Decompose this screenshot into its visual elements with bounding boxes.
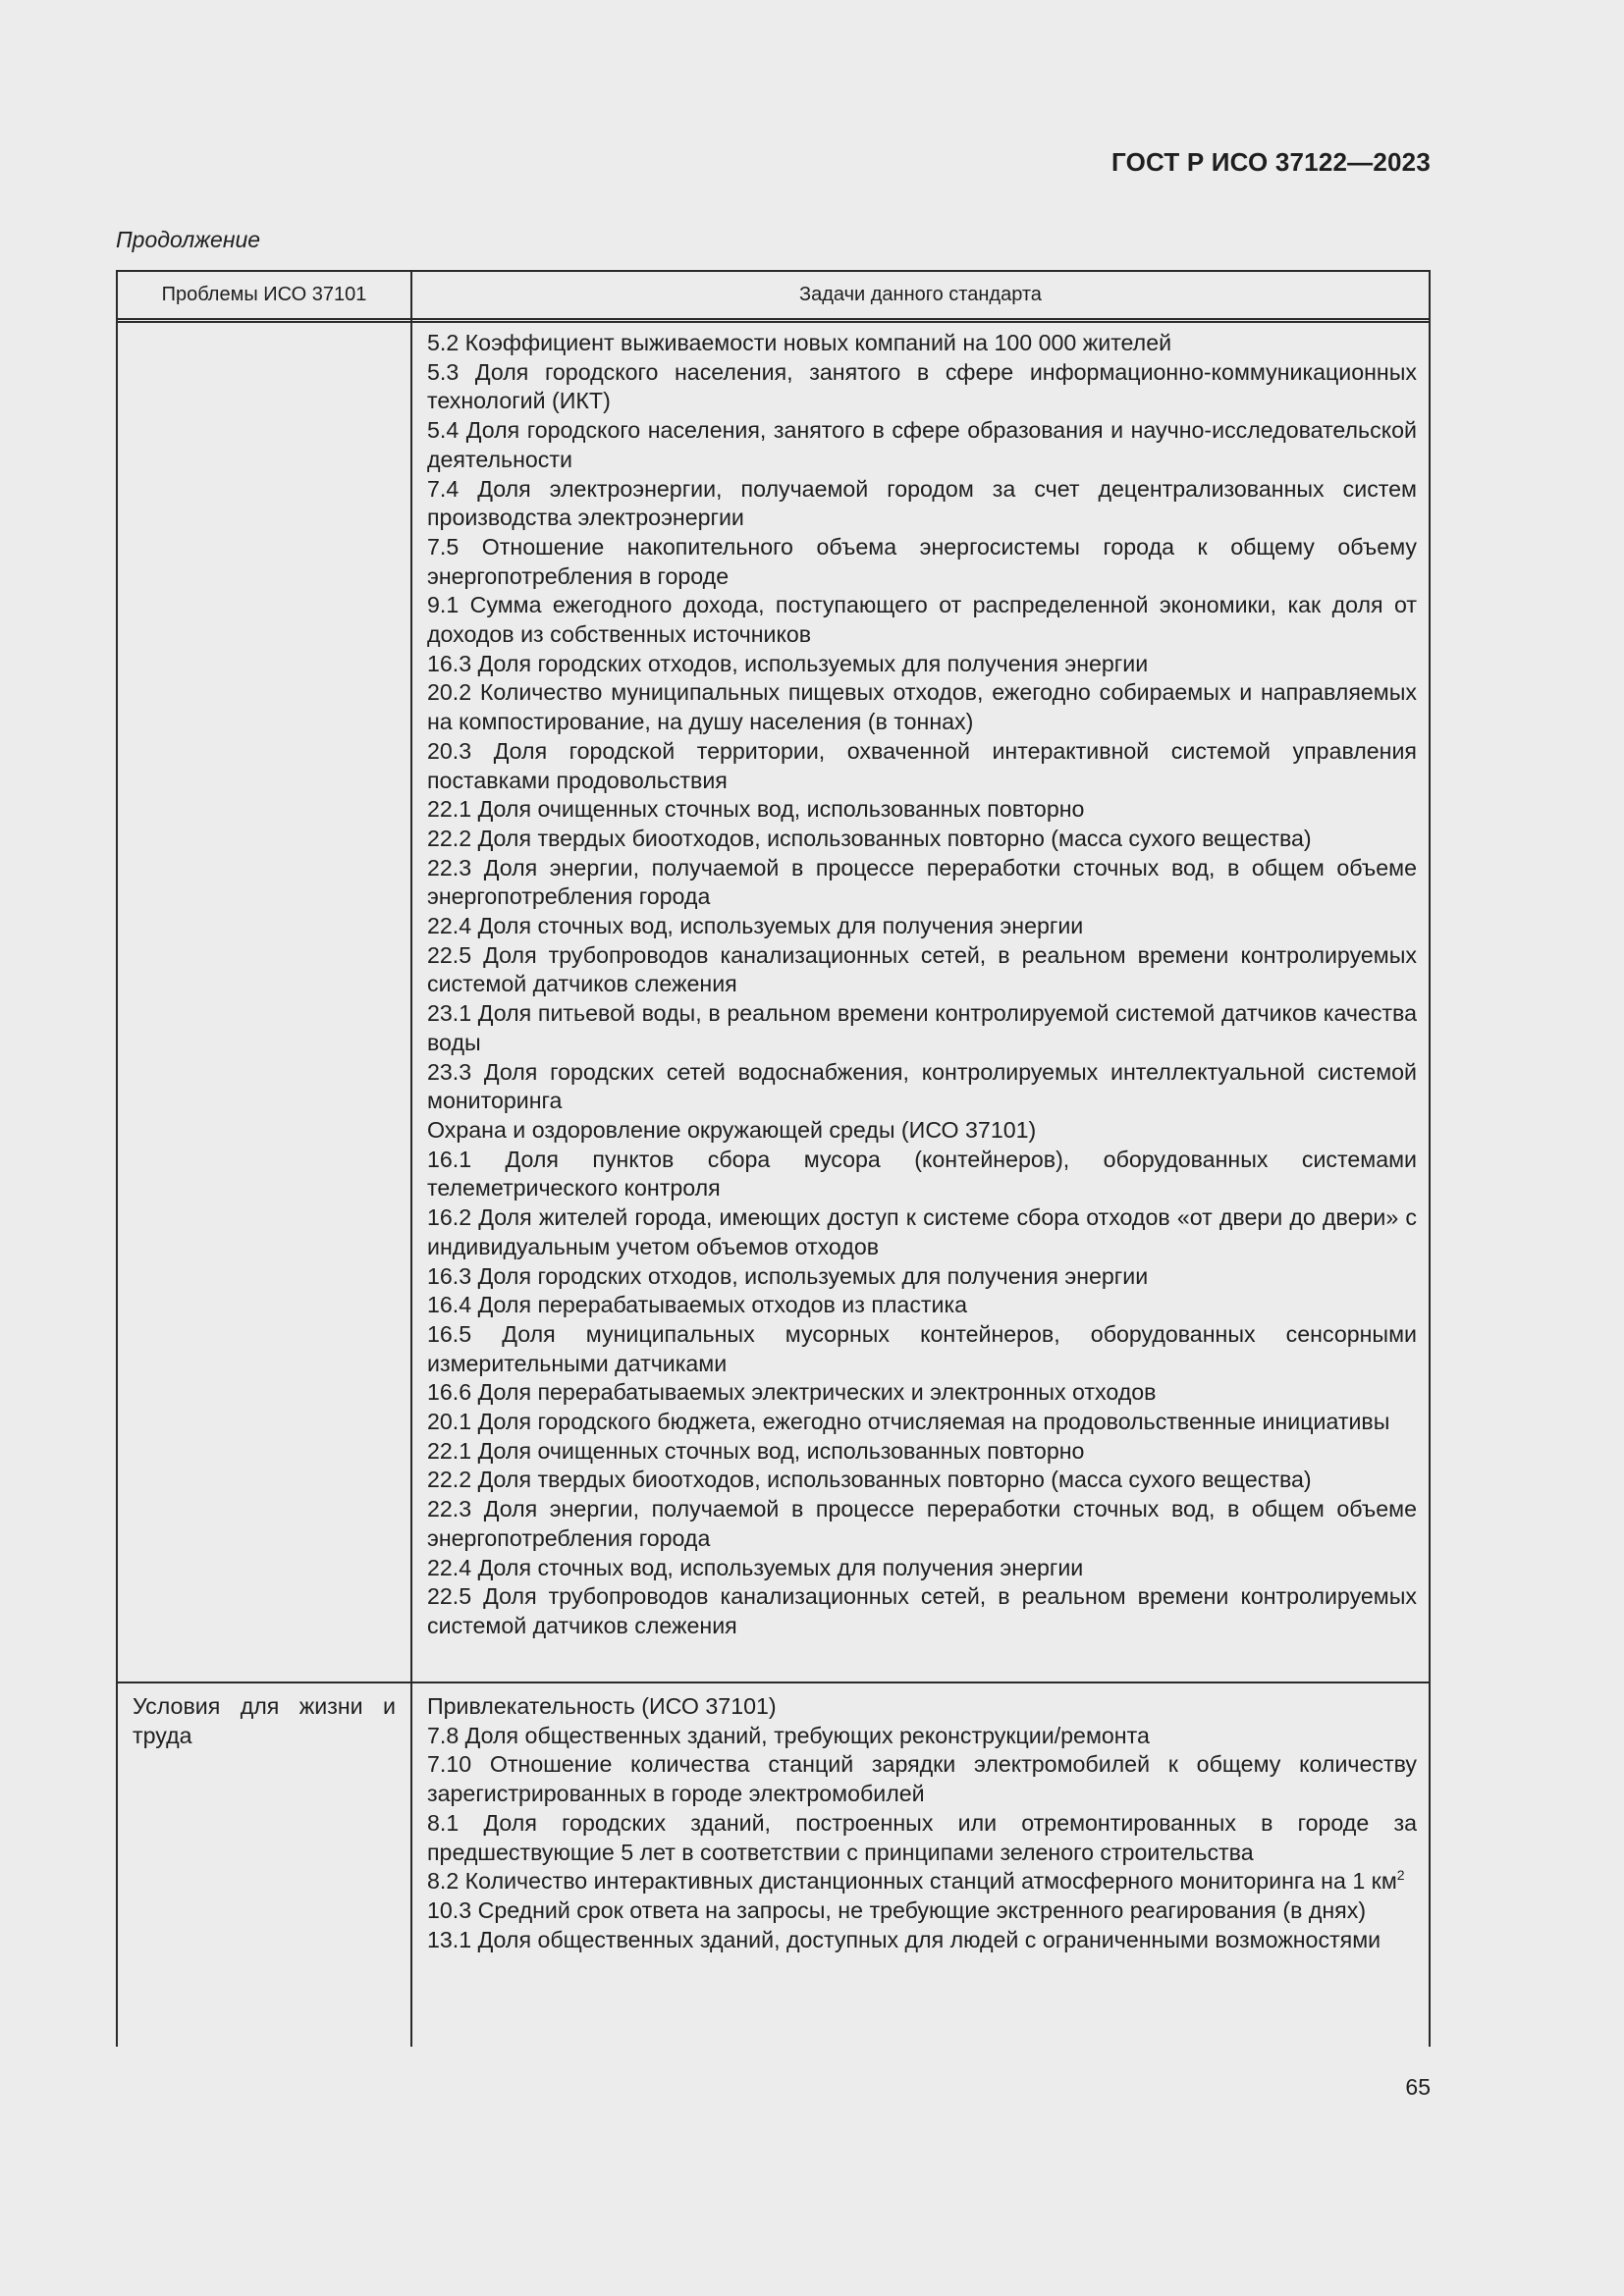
- table-row-item: 16.6 Доля перерабатываемых электрических и электронных отходов: [427, 1379, 1157, 1406]
- table-row-item: 20.3 Доля городской территории, охваченной интерактивной системой управления поставками продовольствия: [427, 737, 1417, 793]
- table-row-item: 22.3 Доля энергии, получаемой в процессе переработки сточных вод, в общем объеме энергопотребления города: [427, 854, 1417, 910]
- table-row-item: 7.4 Доля электроэнергии, получаемой городом за счет децентрализованных систем производства электроэнергии: [427, 475, 1417, 531]
- table-row-item: 7.5 Отношение накопительного объема энергосистемы города к общему объему энергопотребления в городе: [427, 533, 1417, 589]
- table-row-item: 7.8 Доля общественных зданий, требующих реконструкции/ремонта: [427, 1722, 1150, 1748]
- table-row-item: 16.3 Доля городских отходов, используемых для получения энергии: [427, 650, 1149, 676]
- section-heading: Охрана и оздоровление окружающей среды (ИСО 37101): [427, 1116, 1037, 1143]
- table-row-item: 22.2 Доля твердых биоотходов, использованных повторно (масса сухого вещества): [427, 825, 1312, 851]
- table-row-item: 7.10 Отношение количества станций зарядки электромобилей к общему количеству зарегистрированных в городе электромобилей: [427, 1751, 1417, 1807]
- column-divider: [410, 270, 412, 2047]
- table-row-item: 22.3 Доля энергии, получаемой в процессе переработки сточных вод, в общем объеме энергопотребления города: [427, 1496, 1417, 1551]
- table-row-item: 10.3 Средний срок ответа на запросы, не требующие экстренного реагирования (в днях): [427, 1896, 1367, 1923]
- table-row-item: 16.4 Доля перерабатываемых отходов из пластика: [427, 1292, 968, 1318]
- continuation-label: Продолжение: [116, 227, 261, 252]
- row1-tasks-cell: [427, 329, 1417, 1641]
- superscript-exponent: 2: [1396, 1867, 1405, 1884]
- table-row-item: 23.3 Доля городских сетей водоснабжения, контролируемых интеллектуальной системой мониторинга: [427, 1058, 1417, 1114]
- table-header-row: [118, 270, 1429, 323]
- table-row-item: 13.1 Доля общественных зданий, доступных для людей с ограниченными возможностями: [427, 1926, 1381, 1952]
- indicators-table: [116, 270, 1431, 2047]
- row-divider: [118, 1682, 1429, 1683]
- table-row-item: 22.5 Доля трубопроводов канализационных сетей, в реальном времени контролируемых системой датчиков слежения: [427, 1583, 1417, 1638]
- table-row-item: 22.1 Доля очищенных сточных вод, использованных повторно: [427, 796, 1085, 823]
- row2-problem-label: Условия для жизни и труда: [133, 1693, 396, 1748]
- table-row-item: 16.3 Доля городских отходов, используемых для получения энергии: [427, 1262, 1149, 1289]
- table-row-item: 5.3 Доля городского населения, занятого в сфере информационно-коммуникационных технологий (ИКТ): [427, 358, 1417, 414]
- section-heading: Привлекательность (ИСО 37101): [427, 1693, 777, 1719]
- document-code: ГОСТ Р ИСО 37122—2023: [1110, 147, 1431, 177]
- table-row-item: 16.5 Доля муниципальных мусорных контейнеров, оборудованных сенсорными измерительными датчиками: [427, 1320, 1417, 1376]
- table-row-item: 16.1 Доля пунктов сбора мусора (контейнеров), оборудованных системами телеметрического контроля: [427, 1146, 1417, 1201]
- table-row-item: 5.2 Коэффициент выживаемости новых компаний на 100 000 жителей: [427, 330, 1172, 355]
- table-row-item: 22.1 Доля очищенных сточных вод, использованных повторно: [427, 1437, 1085, 1464]
- table-row-item: 22.2 Доля твердых биоотходов, использованных повторно (масса сухого вещества): [427, 1467, 1312, 1493]
- table-row-item: 22.4 Доля сточных вод, используемых для получения энергии: [427, 913, 1084, 939]
- column-header-tasks: Задачи данного стандарта: [799, 284, 1042, 305]
- table-row-item: 5.4 Доля городского населения, занятого в сфере образования и научно-исследовательской деятельности: [427, 417, 1417, 472]
- table-row-item: 20.1 Доля городского бюджета, ежегодно отчисляемая на продовольственные инициативы: [427, 1409, 1390, 1435]
- row2-tasks-cell: [427, 1692, 1417, 1954]
- table-row-item-km: [427, 1867, 1417, 1896]
- km-line-text: 8.2 Количество интерактивных дистанционных станций атмосферного мониторинга на 1 км: [427, 1868, 1397, 1895]
- page-number: 65: [1405, 2074, 1431, 2100]
- table-row-item: 20.2 Количество муниципальных пищевых отходов, ежегодно собираемых и направляемых на компостирование, на душу населения (в тоннах): [427, 679, 1417, 735]
- table-row-item: 16.2 Доля жителей города, имеющих доступ к системе сбора отходов «от двери до двери» с индивидуальным учетом объемов отходов: [427, 1204, 1417, 1259]
- table-row-item: 23.1 Доля питьевой воды, в реальном времени контролируемой системой датчиков качества воды: [427, 1000, 1417, 1055]
- table-row-item: 8.1 Доля городских зданий, построенных или отремонтированных в городе за предшествующие 5 лет в соответствии с принципами зеленого строительства: [427, 1809, 1417, 1865]
- table-row-item: 9.1 Сумма ежегодного дохода, поступающего от распределенной экономики, как доля от доходов из собственных источников: [427, 592, 1417, 648]
- column-header-problems: Проблемы ИСО 37101: [161, 284, 367, 305]
- table-row-item: 22.4 Доля сточных вод, используемых для получения энергии: [427, 1554, 1084, 1580]
- table-row-item: 22.5 Доля трубопроводов канализационных сетей, в реальном времени контролируемых системой датчиков слежения: [427, 941, 1417, 997]
